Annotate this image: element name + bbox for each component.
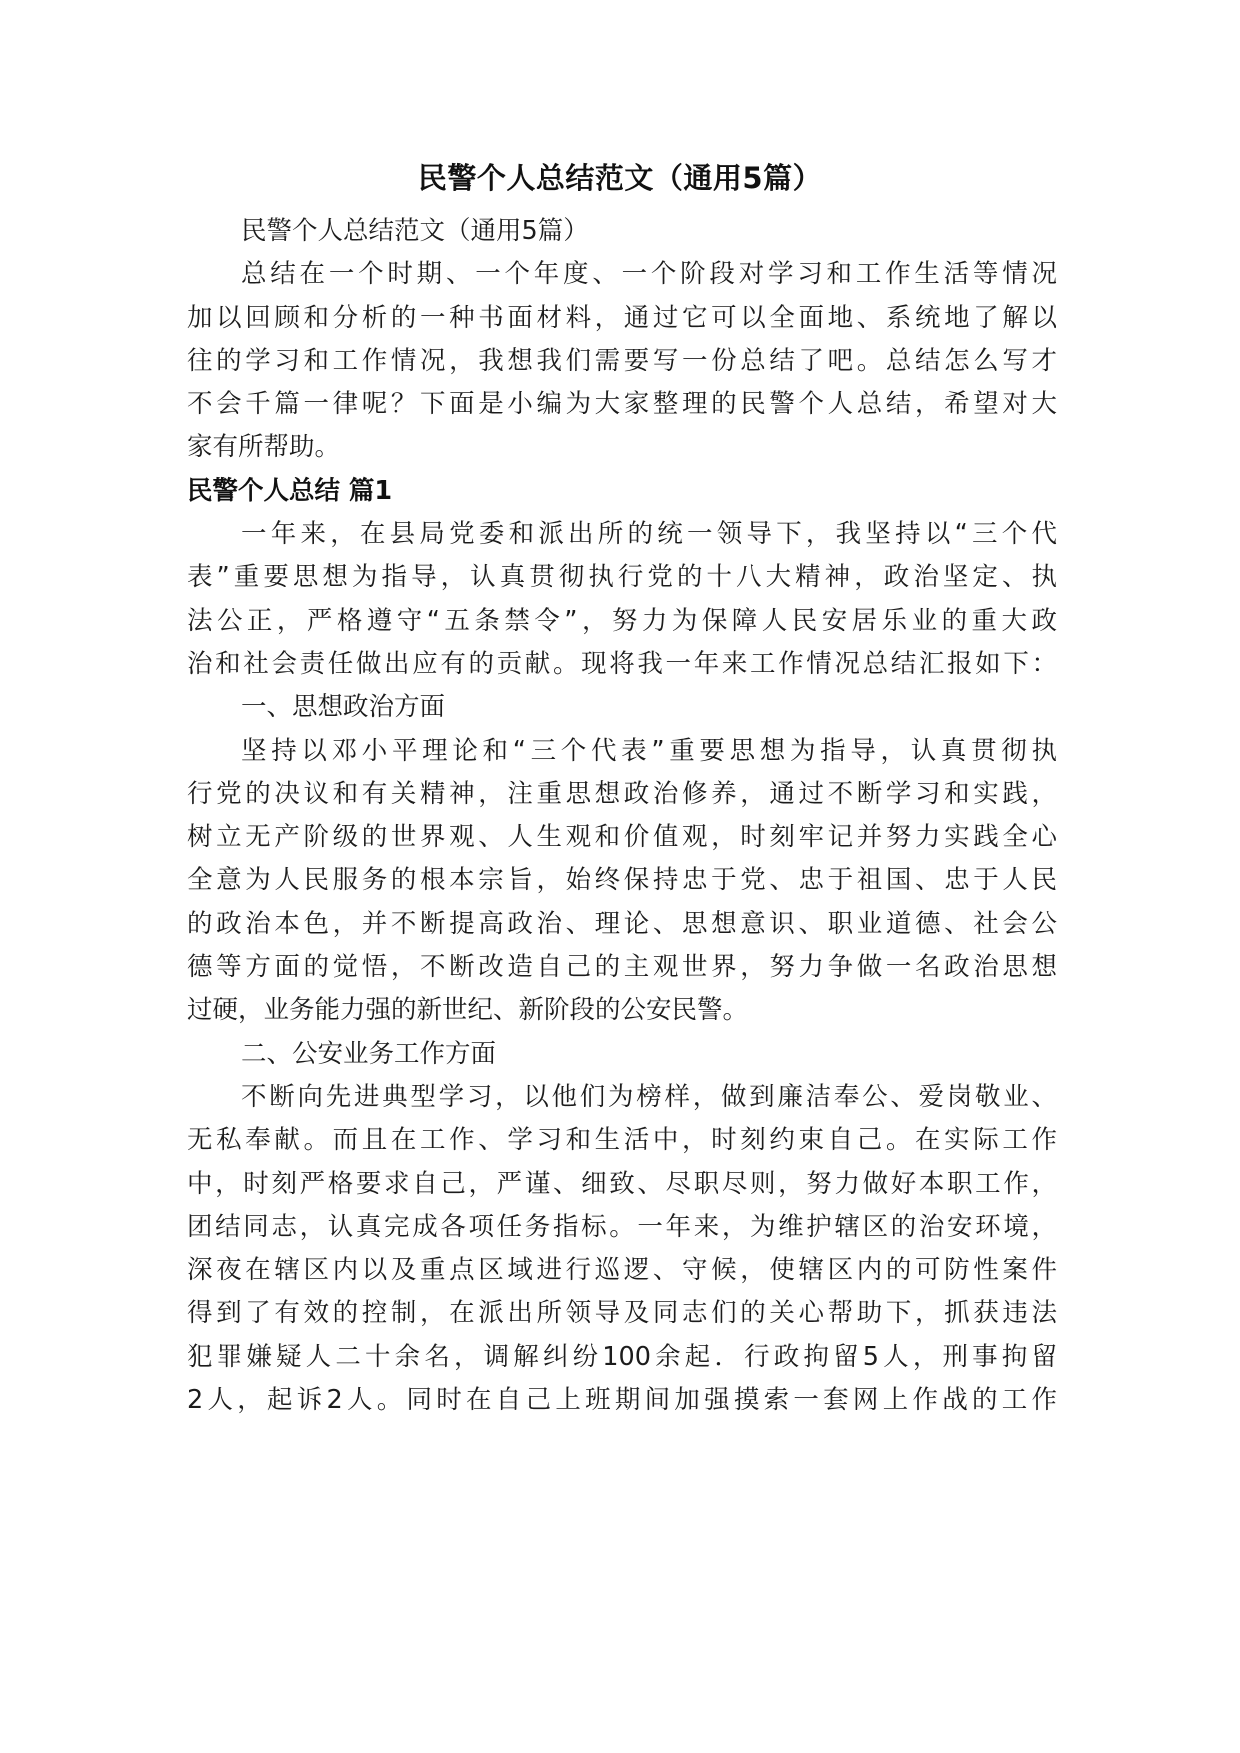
intro-line: 总结在一个时期、一个年度、一个阶段对学习和工作生活等情况 (241, 259, 1057, 290)
political-line: 德等方面的觉悟，不断改造自己的主观世界，努力争做一名政治思想 (187, 952, 1057, 983)
political-line: 全意为人民服务的根本宗旨，始终保持忠于党、忠于祖国、忠于人民 (187, 865, 1057, 896)
work-line: 中，时刻严格要求自己，严谨、细致、尽职尽则，努力做好本职工作， (187, 1168, 1057, 1199)
subheading-political: 一、思想政治方面 (241, 692, 446, 723)
intro-line: 不会千篇一律呢？下面是小编为大家整理的民警个人总结，希望对大 (187, 389, 1057, 420)
work-line: 深夜在辖区内以及重点区域进行巡逻、守候，使辖区内的可防性案件 (187, 1255, 1057, 1286)
work-line: 团结同志，认真完成各项任务指标。一年来，为维护辖区的治安环境， (187, 1211, 1057, 1242)
opening-line: 表”重要思想为指导，认真贯彻执行党的十八大精神，政治坚定、执 (187, 562, 1057, 593)
work-line: 得到了有效的控制，在派出所领导及同志们的关心帮助下，抓获违法 (187, 1298, 1057, 1329)
document-subtitle: 民警个人总结范文（通用5篇） (241, 216, 589, 246)
document-body (187, 210, 1057, 1422)
intro-paragraph (187, 253, 1057, 469)
political-line: 行党的决议和有关精神，注重思想政治修养，通过不断学习和实践， (187, 778, 1057, 809)
work-line: 2人，起诉2人。同时在自己上班期间加强摸索一套网上作战的工作 (187, 1385, 1057, 1416)
political-paragraph (187, 730, 1057, 1033)
subheading-work: 二、公安业务工作方面 (241, 1038, 497, 1069)
opening-line: 一年来，在县局党委和派出所的统一领导下，我坚持以“三个代 (241, 519, 1057, 550)
intro-line: 往的学习和工作情况，我想我们需要写一份总结了吧。总结怎么写才 (187, 345, 1057, 376)
work-line: 不断向先进典型学习，以他们为榜样，做到廉洁奉公、爱岗敬业、 (241, 1081, 1057, 1112)
political-line: 树立无产阶级的世界观、人生观和价值观，时刻牢记并努力实践全心 (187, 822, 1057, 853)
opening-line: 治和社会责任做出应有的贡献。现将我一年来工作情况总结汇报如下： (187, 648, 1057, 679)
intro-line: 家有所帮助。 (187, 432, 341, 463)
opening-line: 法公正，严格遵守“五条禁令”，努力为保障人民安居乐业的重大政 (187, 605, 1057, 636)
political-line: 的政治本色，并不断提高政治、理论、思想意识、职业道德、社会公 (187, 908, 1057, 939)
work-paragraph (187, 1076, 1057, 1422)
intro-line: 加以回顾和分析的一种书面材料，通过它可以全面地、系统地了解以 (187, 302, 1057, 333)
political-line: 过硬，业务能力强的新世纪、新阶段的公安民警。 (187, 995, 749, 1026)
political-line: 坚持以邓小平理论和“三个代表”重要思想为指导，认真贯彻执 (241, 735, 1057, 766)
work-line: 无私奉献。而且在工作、学习和生活中，时刻约束自己。在实际工作 (187, 1125, 1057, 1156)
work-line: 犯罪嫌疑人二十余名，调解纠纷100余起．行政拘留5人，刑事拘留 (187, 1341, 1057, 1372)
section-heading: 民警个人总结 篇1 (187, 475, 393, 506)
opening-paragraph (187, 513, 1057, 686)
document-title: 民警个人总结范文（通用5篇） (417, 161, 823, 195)
